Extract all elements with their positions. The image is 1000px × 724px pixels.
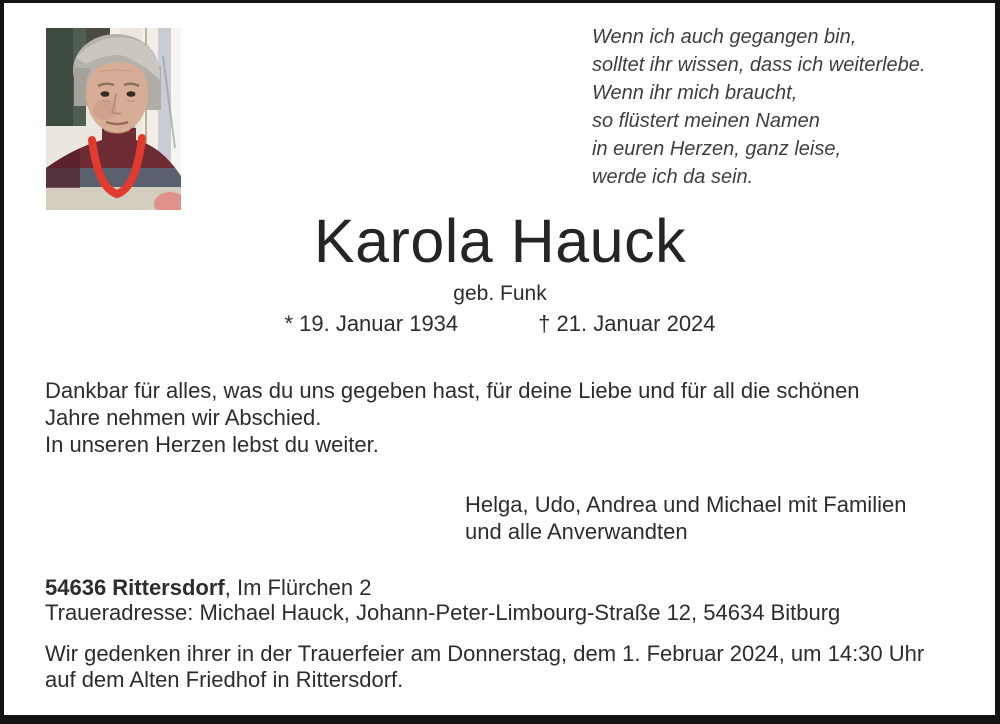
maiden-name: geb. Funk bbox=[453, 282, 547, 305]
postal-city: 54636 Rittersdorf bbox=[45, 575, 225, 600]
poem-line: in euren Herzen, ganz leise, bbox=[592, 138, 842, 160]
farewell-text bbox=[45, 377, 860, 458]
portrait-illustration bbox=[46, 28, 181, 210]
birth-date: * 19. Januar 1934 bbox=[284, 311, 459, 336]
family-line: Helga, Udo, Andrea und Michael mit Familien bbox=[465, 492, 907, 517]
left-eye bbox=[101, 91, 110, 97]
death-date: † 21. Januar 2024 bbox=[538, 311, 716, 336]
poem-line: werde ich da sein. bbox=[592, 166, 754, 188]
service-line: auf dem Alten Friedhof in Rittersdorf. bbox=[45, 667, 404, 692]
address-block bbox=[45, 575, 840, 625]
home-address bbox=[45, 575, 840, 600]
farewell-line: Dankbar für alles, was du uns gegeben hast, für deine Liebe und für all die schönen bbox=[45, 378, 860, 403]
poem-line: Wenn ich auch gegangen bin, bbox=[592, 26, 857, 48]
deceased-name: Karola Hauck bbox=[313, 207, 687, 275]
service-line: Wir gedenken ihrer in der Trauerfeier am Donnerstag, dem 1. Februar 2024, um 14:30 Uhr bbox=[45, 641, 925, 666]
life-dates bbox=[0, 310, 1000, 338]
family-names bbox=[465, 491, 906, 545]
poem-line: so flüstert meinen Namen bbox=[592, 110, 820, 132]
service-info bbox=[45, 641, 924, 693]
poem-line: Wenn ihr mich braucht, bbox=[592, 82, 798, 104]
farewell-line: In unseren Herzen lebst du weiter. bbox=[45, 432, 379, 457]
memorial-poem bbox=[592, 23, 925, 191]
farewell-line: Jahre nehmen wir Abschied. bbox=[45, 405, 322, 430]
street: , Im Flürchen 2 bbox=[224, 575, 372, 600]
right-eye bbox=[127, 91, 136, 97]
family-line: und alle Anverwandten bbox=[465, 519, 688, 544]
poem-line: solltet ihr wissen, dass ich weiterlebe. bbox=[592, 54, 926, 76]
portrait-photo bbox=[46, 28, 181, 210]
mourning-address: Traueradresse: Michael Hauck, Johann-Peter-Limbourg-Straße 12, 54634 Bitburg bbox=[45, 600, 841, 625]
